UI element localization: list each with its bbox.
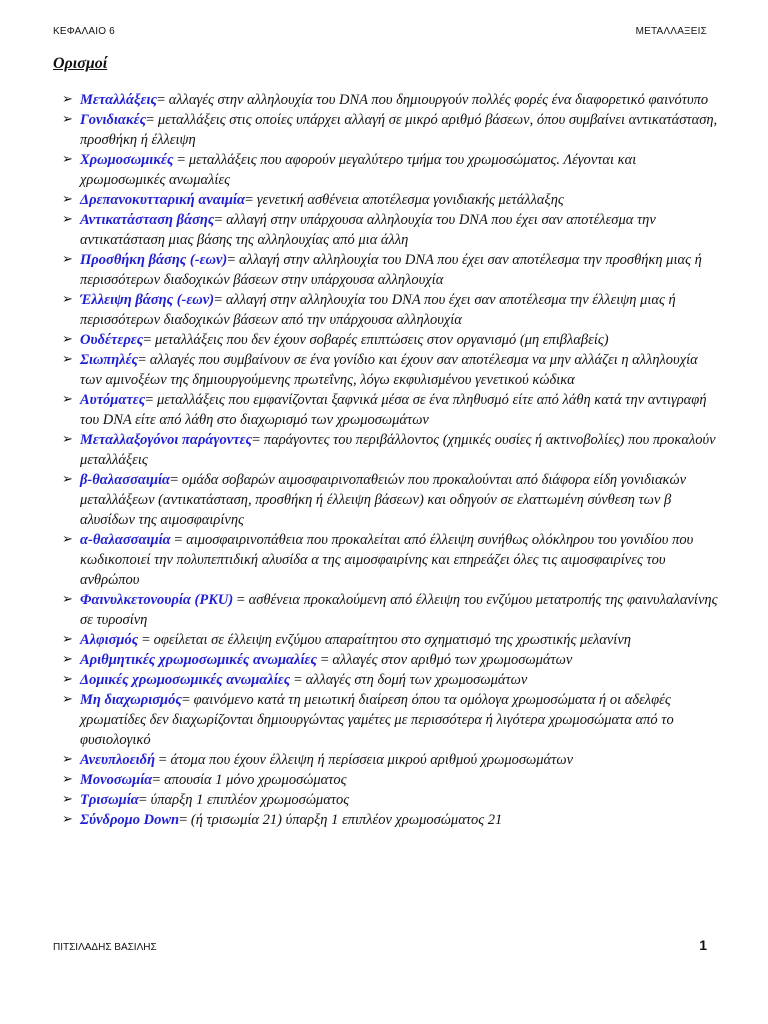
arrow-bullet-icon: ➢ bbox=[62, 692, 73, 707]
definition-separator: = bbox=[170, 532, 183, 548]
definition-item bbox=[60, 150, 718, 190]
definition-text: αλλαγές που συμβαίνουν σε ένα γονίδιο και έχουν σαν αποτέλεσμα να μην αλλάζει η αλληλουχία των αμινοξέων της δημιουργούμενης πρωτεΐνης, λόγω εκφυλισμένου γενετικού κώδικα bbox=[80, 352, 698, 388]
definition-item bbox=[60, 90, 718, 110]
definition-text: γενετική ασθένεια αποτέλεσμα γονιδιακής μετάλλαξης bbox=[253, 192, 564, 208]
definition-separator: = bbox=[290, 672, 302, 688]
definition-text: ομάδα σοβαρών αιμοσφαιρινοπαθειών που προκαλούνται από διάφορα είδη γονιδιακών μεταλλάξεων (αντικατάσταση, προσθήκη ή έλλειψη βάσεων) και οδηγούν σε ελαττωμένη σύνθεση των β αλυσίδων της αιμοσφαιρίνης bbox=[80, 472, 687, 528]
definition-term: Σύνδρομο Down bbox=[80, 812, 180, 828]
definition-term: Τρισωμία bbox=[80, 792, 139, 808]
definition-separator: = bbox=[214, 212, 223, 228]
arrow-bullet-icon: ➢ bbox=[62, 332, 73, 347]
definition-separator: = bbox=[143, 332, 152, 348]
definition-item bbox=[60, 250, 718, 290]
arrow-bullet-icon: ➢ bbox=[62, 352, 73, 367]
definition-separator: = bbox=[138, 352, 147, 368]
definitions-list bbox=[60, 90, 718, 830]
arrow-bullet-icon: ➢ bbox=[62, 212, 73, 227]
arrow-bullet-icon: ➢ bbox=[62, 192, 73, 207]
definition-term: Μονοσωμία bbox=[80, 772, 153, 788]
definition-text: ύπαρξη 1 επιπλέον χρωμοσώματος bbox=[146, 792, 350, 808]
definition-text: αλλαγή στην αλληλουχία του DNA που έχει σαν αποτέλεσμα την έλλειψη μιας ή περισσότερων διαδοχικών βάσεων από την υπάρχουσα αλληλουχία bbox=[80, 292, 676, 328]
definition-item bbox=[60, 790, 718, 810]
definition-term: Ανευπλοειδή bbox=[80, 752, 156, 768]
definition-term: Αυτόματες bbox=[80, 392, 146, 408]
definition-text: μεταλλάξεις στις οποίες υπάρχει αλλαγή σε μικρό αριθμό βάσεων, όπου συμβαίνει αντικατάσταση, προσθήκη ή έλλειψη bbox=[80, 112, 718, 148]
section-title: Ορισμοί bbox=[53, 55, 108, 72]
definition-text: απουσία 1 μόνο χρωμοσώματος bbox=[160, 772, 347, 788]
definition-term: Μεταλλάξεις bbox=[80, 92, 157, 108]
definition-item bbox=[60, 630, 718, 650]
definition-separator: = bbox=[138, 632, 151, 648]
definition-term: β-θαλασσαιμία bbox=[80, 472, 171, 488]
arrow-bullet-icon: ➢ bbox=[62, 152, 73, 167]
definition-text: άτομα που έχουν έλλειψη ή περίσσεια μικρού αριθμού χρωμοσωμάτων bbox=[166, 752, 574, 768]
definition-separator: = bbox=[252, 432, 261, 448]
definition-text: αλλαγή στην αλληλουχία του DNA που έχει σαν αποτέλεσμα την προσθήκη μιας ή περισσότερων διαδοχικών βάσεων στην υπάρχουσα αλληλουχία bbox=[80, 252, 702, 288]
definition-item bbox=[60, 330, 718, 350]
definition-item bbox=[60, 810, 718, 830]
definition-term: Μη διαχωρισμός bbox=[80, 692, 182, 708]
definition-term: Δρεπανοκυτταρική αναιμία bbox=[80, 192, 245, 208]
definition-separator: = bbox=[245, 192, 254, 208]
definition-term: Μεταλλαξογόνοι παράγοντες bbox=[80, 432, 253, 448]
definition-item bbox=[60, 390, 718, 430]
definition-item bbox=[60, 470, 718, 530]
definition-separator: = bbox=[179, 812, 188, 828]
page-footer bbox=[53, 937, 707, 953]
arrow-bullet-icon: ➢ bbox=[62, 92, 73, 107]
definition-item bbox=[60, 190, 718, 210]
arrow-bullet-icon: ➢ bbox=[62, 392, 73, 407]
definition-separator: = bbox=[170, 472, 179, 488]
definition-term: Γονιδιακές bbox=[80, 112, 147, 128]
arrow-bullet-icon: ➢ bbox=[62, 112, 73, 127]
definition-separator: = bbox=[316, 652, 329, 668]
definition-item bbox=[60, 290, 718, 330]
definition-separator: = bbox=[152, 772, 161, 788]
arrow-bullet-icon: ➢ bbox=[62, 592, 73, 607]
definition-term: α-θαλασσαιμία bbox=[80, 532, 171, 548]
topic-label: ΜΕΤΑΛΛΑΞΕΙΣ bbox=[635, 26, 707, 37]
definition-separator: = bbox=[214, 292, 223, 308]
definition-item bbox=[60, 210, 718, 250]
definition-term: Δομικές χρωμοσωμικές ανωμαλίες bbox=[80, 672, 291, 688]
definition-text: μεταλλάξεις που αφορούν μεγαλύτερο τμήμα του χρωμοσώματος. Λέγονται και χρωμοσωμικές ανωμαλίες bbox=[80, 152, 637, 188]
definition-term: Αλφισμός bbox=[80, 632, 139, 648]
arrow-bullet-icon: ➢ bbox=[62, 752, 73, 767]
arrow-bullet-icon: ➢ bbox=[62, 472, 73, 487]
arrow-bullet-icon: ➢ bbox=[62, 672, 73, 687]
arrow-bullet-icon: ➢ bbox=[62, 632, 73, 647]
definition-text: φαινόμενο κατά τη μειωτική διαίρεση όπου τα ομόλογα χρωμοσώματα ή οι αδελφές χρωματίδες δεν διαχωρίζονται δημιουργώντας γαμέτες με περισσότερα ή λιγότερα χρωμοσώματα από το φυσιολογικό bbox=[80, 692, 674, 748]
definition-item bbox=[60, 650, 718, 670]
definition-text: μεταλλάξεις που εμφανίζονται ξαφνικά μέσα σε ένα πληθυσμό είτε από λάθη κατά την αντιγραφή του DNA είτε από λάθη στο διαχωρισμό των χρωμοσωμάτων bbox=[80, 392, 707, 428]
definition-text: αιμοσφαιρινοπάθεια που προκαλείται από έλλειψη συνήθως ολόκληρου του γονιδίου που κωδικοποιεί την πολυπεπτιδική αλυσίδα α της αιμοσφαιρίνης και επηρεάζει όλες τις αιμοσφαιρίνες του ανθρώπου bbox=[80, 532, 694, 588]
definition-term: Χρωμοσωμικές bbox=[80, 152, 178, 168]
definition-separator: = bbox=[227, 252, 236, 268]
definition-item bbox=[60, 750, 718, 770]
definition-separator: = bbox=[233, 592, 245, 608]
arrow-bullet-icon: ➢ bbox=[62, 812, 73, 827]
arrow-bullet-icon: ➢ bbox=[62, 252, 73, 267]
definition-text: αλλαγές στη δομή των χρωμοσωμάτων bbox=[302, 672, 528, 688]
definition-separator: = bbox=[181, 692, 191, 708]
page-number: 1 bbox=[699, 937, 707, 953]
arrow-bullet-icon: ➢ bbox=[62, 652, 73, 667]
definition-item bbox=[60, 670, 718, 690]
definition-text: ασθένεια προκαλούμενη από έλλειψη του ενζύμου μετατροπής της φαινυλαλανίνης σε τυροσίνη bbox=[80, 592, 718, 628]
definition-term: Αντικατάσταση βάσης bbox=[80, 212, 215, 228]
definition-term: Ουδέτερες bbox=[80, 332, 144, 348]
definition-item bbox=[60, 430, 718, 470]
definition-item bbox=[60, 770, 718, 790]
definition-term: Φαινυλκετονουρία (PKU) bbox=[80, 592, 234, 608]
definition-separator: = bbox=[146, 112, 155, 128]
arrow-bullet-icon: ➢ bbox=[62, 432, 73, 447]
chapter-label: ΚΕΦΑΛΑΙΟ 6 bbox=[53, 26, 115, 37]
definition-text: αλλαγή στην υπάρχουσα αλληλουχία του DNA που έχει σαν αποτέλεσμα την αντικατάσταση μιας βάσης της αλληλουχίας από μια άλλη bbox=[80, 212, 656, 248]
definition-term: Σιωπηλές bbox=[80, 352, 139, 368]
definition-text: παράγοντες του περιβάλλοντος (χημικές ουσίες ή ακτινοβολίες) που προκαλούν μεταλλάξεις bbox=[80, 432, 716, 468]
definition-term: Αριθμητικές χρωμοσωμικές ανωμαλίες bbox=[80, 652, 317, 668]
author-name: ΠΙΤΣΙΛΑΔΗΣ ΒΑΣΙΛΗΣ bbox=[53, 942, 157, 953]
definition-item bbox=[60, 530, 718, 590]
arrow-bullet-icon: ➢ bbox=[62, 532, 73, 547]
definition-separator: = bbox=[145, 392, 154, 408]
arrow-bullet-icon: ➢ bbox=[62, 792, 73, 807]
definition-item bbox=[60, 590, 718, 630]
definition-item bbox=[60, 350, 718, 390]
definition-separator: = bbox=[177, 152, 186, 168]
definition-text: (ή τρισωμία 21) ύπαρξη 1 επιπλέον χρωμοσώματος 21 bbox=[187, 812, 503, 828]
definition-item bbox=[60, 690, 718, 750]
definition-text: αλλαγές στον αριθμό των χρωμοσωμάτων bbox=[328, 652, 573, 668]
definition-term: Έλλειψη βάσης (-εων) bbox=[80, 292, 215, 308]
definition-term: Προσθήκη βάσης (-εων) bbox=[80, 252, 228, 268]
definition-text: οφείλεται σε έλλειψη ενζύμου απαραίτητου στο σχηματισμό της χρωστικής μελανίνη bbox=[150, 632, 631, 648]
definition-item bbox=[60, 110, 718, 150]
page-header bbox=[53, 26, 707, 37]
definition-separator: = bbox=[138, 792, 147, 808]
definition-text: μεταλλάξεις που δεν έχουν σοβαρές επιπτώσεις στον οργανισμό (μη επιβλαβείς) bbox=[151, 332, 609, 348]
arrow-bullet-icon: ➢ bbox=[62, 292, 73, 307]
definition-separator: = bbox=[155, 752, 167, 768]
definition-separator: = bbox=[156, 92, 166, 108]
arrow-bullet-icon: ➢ bbox=[62, 772, 73, 787]
definition-text: αλλαγές στην αλληλουχία του DNA που δημιουργούν πολλές φορές ένα διαφορετικό φαινότυπο bbox=[165, 92, 709, 108]
